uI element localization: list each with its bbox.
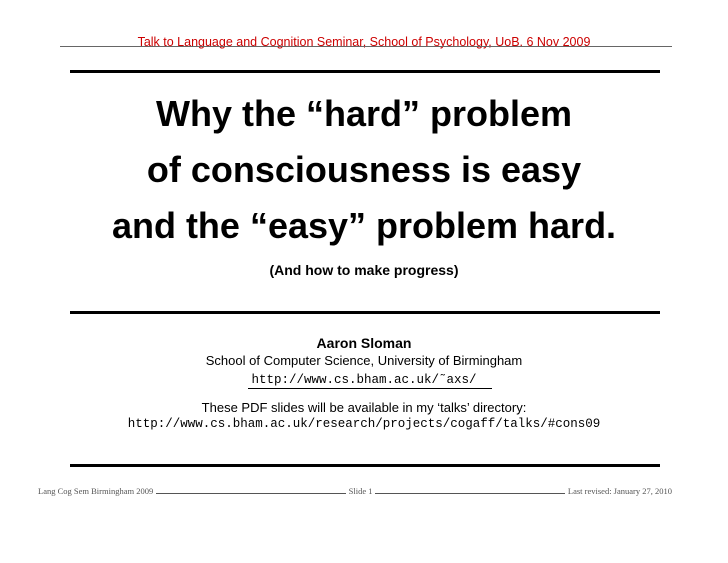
title-line-3: and the “easy” problem hard.	[111, 205, 617, 246]
subtitle: (And how to make progress)	[269, 262, 459, 278]
footer-slide-number: Slide 1	[348, 486, 373, 496]
title-line-2: of consciousness is easy	[146, 149, 582, 190]
footer-last-revised: Last revised: January 27, 2010	[567, 486, 672, 496]
seminar-header: Talk to Language and Cognition Seminar, School of Psychology, UoB. 6 Nov 2009	[137, 35, 591, 49]
author-affiliation: School of Computer Science, University of Birmingham	[205, 353, 523, 368]
author-name: Aaron Sloman	[316, 335, 412, 351]
title-line-1: Why the “hard” problem	[155, 93, 573, 134]
footer-rule-right	[375, 493, 564, 494]
footer-left: Lang Cog Sem Birmingham 2009	[38, 486, 154, 496]
talks-directory-link[interactable]: http://www.cs.bham.ac.uk/research/projects/cogaff/talks/#cons09	[127, 417, 601, 431]
homepage-underline	[248, 388, 492, 389]
slides-availability-note: These PDF slides will be available in my ‘talks’ directory:	[201, 400, 527, 415]
top-rule	[70, 70, 660, 73]
bottom-rule	[70, 464, 660, 467]
middle-rule	[70, 311, 660, 314]
footer-rule-left	[156, 493, 345, 494]
slide-footer	[38, 486, 672, 496]
header-rule	[60, 46, 672, 47]
author-homepage-url[interactable]: http://www.cs.bham.ac.uk/˜axs/	[251, 373, 477, 387]
author-homepage-link[interactable]	[0, 373, 728, 387]
